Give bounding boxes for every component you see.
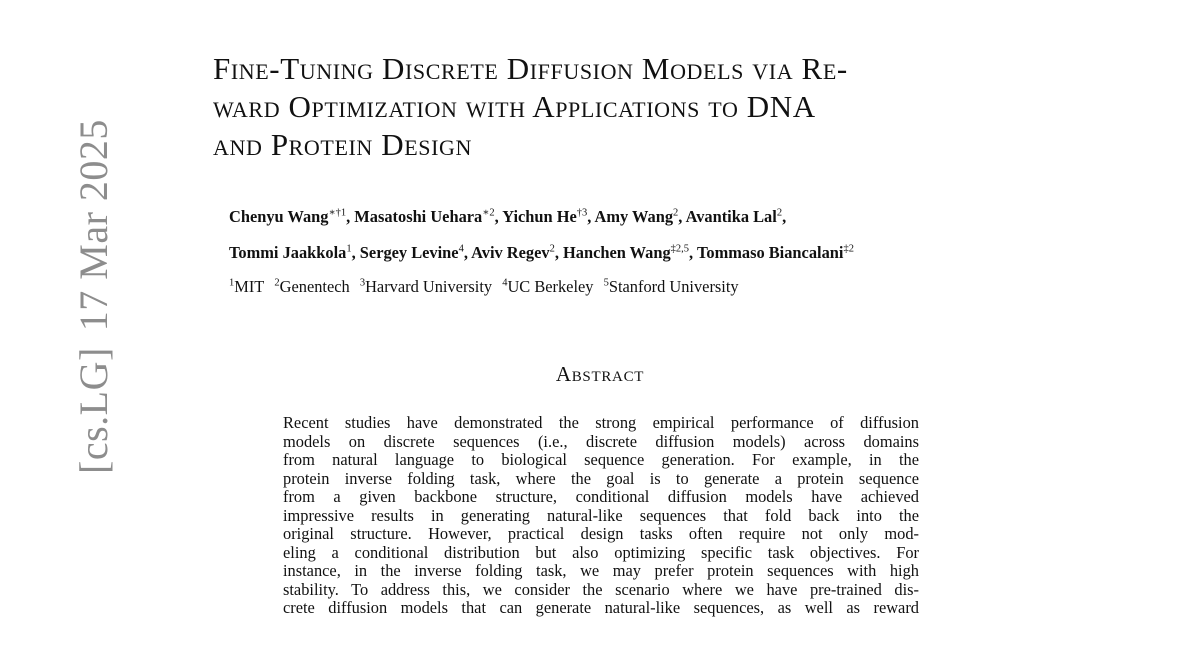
abstract-line: from natural language to biological sequence generation. For example, in the [283,450,919,469]
author-marks: ‡2 [843,243,854,255]
abstract-line: stability. To address this, we consider the scenario where we have pre-trained dis- [283,579,919,599]
author-line-1 [229,199,1049,235]
author-separator: , [678,207,686,226]
author-separator: , [494,207,503,226]
abstract-line: impressive results in generating natural-like sequences that fold back into the [283,505,919,525]
abstract-line: instance, in the inverse folding task, we may prefer protein sequences with high [283,561,919,580]
abstract-body [283,414,919,618]
author-separator: , [554,243,564,262]
author-separator: , [587,207,595,226]
affiliation [274,277,349,296]
author-name: Chenyu Wang [229,207,329,226]
author-separator: , [463,243,472,262]
author-marks: 2 [673,207,679,219]
arxiv-identifier-stamp [70,119,117,474]
abstract-line: eling a conditional distribution but also optimizing specific task objectives. For [283,542,919,562]
affiliation [360,277,492,296]
title-line: and Protein Design [213,127,473,162]
author-name: Avantika Lal [685,207,777,226]
author-marks: 2 [549,243,555,255]
author-marks: ∗2 [482,207,495,219]
author-name: Hanchen Wang [563,243,671,262]
author-marks: 2 [776,207,783,219]
author-name: Aviv Regev [471,243,550,262]
affiliation [229,277,264,296]
affiliation-name: MIT [234,277,265,296]
author-name: Tommaso Biancalani [696,243,844,262]
abstract-line: original structure. However, practical design tasks often require not only mod- [283,524,919,543]
author-separator: , [346,207,355,226]
author-separator: , [782,207,787,226]
abstract-line: from a given backbone structure, conditional diffusion models have achieved [283,487,919,506]
author-list [229,199,1049,271]
abstract-line: models on discrete sequences (i.e., discrete diffusion models) across domains [283,431,919,451]
author-marks: 1 [346,243,352,255]
author-name: Tommi Jaakkola [229,243,347,262]
author-separator: , [351,243,360,262]
abstract-heading: Abstract [555,362,645,386]
affiliation [604,277,739,296]
author-name: Amy Wang [594,207,674,226]
abstract-line: Recent studies have demonstrated the strong empirical performance of diffusion [283,413,919,432]
author-line-2 [229,235,1049,271]
author-marks: ∗†1 [328,207,347,219]
paper-title [213,50,1013,164]
affiliation-number: 2 [274,277,280,289]
author-marks: ‡2,5 [670,243,690,255]
author-marks: 4 [458,243,464,255]
arxiv-category: [cs.LG] [71,347,116,474]
affiliation-number: 3 [359,277,366,289]
affiliation-name: UC Berkeley [507,277,594,296]
affiliation-number: 4 [502,277,508,289]
affiliation-name: Stanford University [608,277,739,296]
affiliation-name: Genentech [279,277,350,296]
abstract-line: crete diffusion models that can generate natural-like sequences, as well as reward [283,598,919,617]
abstract-line: protein inverse folding task, where the goal is to generate a protein sequence [283,468,919,488]
arxiv-date: 17 Mar 2025 [71,119,116,332]
author-name: Yichun He [502,207,577,226]
affiliations [229,277,745,297]
author-marks: †3 [576,207,588,219]
title-line: ward Optimization with Applications to DNA [213,89,816,124]
author-name: Sergey Levine [359,243,459,262]
author-name: Masatoshi Uehara [354,207,483,226]
affiliation-number: 1 [229,277,235,289]
title-line: Fine-Tuning Discrete Diffusion Models via Re- [213,51,848,86]
affiliation [502,277,593,296]
affiliation-name: Harvard University [365,277,493,296]
author-separator: , [689,243,697,262]
affiliation-number: 5 [603,277,609,289]
